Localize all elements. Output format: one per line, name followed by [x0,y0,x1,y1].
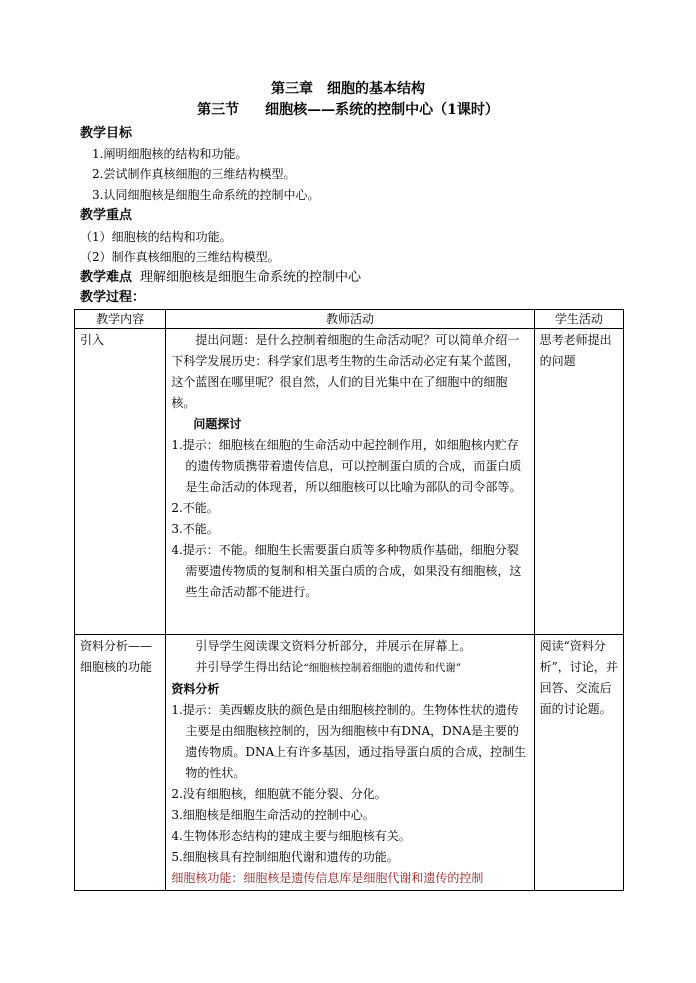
row1-content: 引入 [75,329,166,635]
row1-item-2: 2.不能。 [171,501,219,515]
row1-item-4: 4.提示：不能。细胞生长需要蛋白质等多种物质作基础，细胞分裂需要遗传物质的复制和相关蛋白质的合成，如果没有细胞核，这些生命活动都不能进行。 [171,543,522,599]
section-title-line [0,101,696,119]
row2-item-3: 3.细胞核是细胞生命活动的控制中心。 [171,808,375,822]
chapter-title: 第三章 细胞的基本结构 [271,81,425,97]
section-number: 第三节 [197,102,240,118]
row1-intro-text: 提出问题：是什么控制着细胞的生命活动呢？可以简单介绍一下科学发展历史：科学家们思考生物的生命活动必定有某个蓝图，这个蓝图在哪里呢？很自然，人们的目光集中在了细胞中的细胞核。 [171,333,520,410]
difficulty-heading: 教学难点 [80,270,133,285]
goal-item-3: 3.认同细胞核是细胞生命系统的控制中心。 [92,188,320,202]
row1-item-3: 3.不能。 [171,522,219,536]
header-content: 教学内容 [75,310,166,329]
row2-student: 阅读“资料分析”，讨论，并回答、交流后面的讨论题。 [534,635,623,891]
keypoints-heading: 教学重点 [80,208,133,223]
lesson-table [74,309,624,891]
keypoint-item-1: （1）细胞核的结构和功能。 [80,230,232,244]
row2-item-2: 2.没有细胞核，细胞就不能分裂、分化。 [171,787,387,801]
row2-item-5: 5.细胞核具有控制细胞代谢和遗传的功能。 [171,850,399,864]
process-heading: 教学过程： [80,290,146,305]
keypoint-item-2: （2）制作真核细胞的三维结构模型。 [80,250,280,264]
header-teacher: 教师活动 [166,310,534,329]
row2-line1: 引导学生阅读课文资料分析部分，并展示在屏幕上。 [195,639,472,653]
row2-line2 [171,657,528,679]
goal-item-2: 2.尝试制作真核细胞的三维结构模型。 [92,167,296,181]
section-title: 细胞核——系统的控制中心（1课时） [265,102,499,118]
row2-subheading: 资料分析 [171,682,220,696]
goal-item-1: 1.阐明细胞核的结构和功能。 [92,147,248,161]
row2-function-note: 细胞核功能：细胞核是遗传信息库是细胞代谢和遗传的控制 [171,871,484,885]
row2-item-4: 4.生物体形态结构的建成主要与细胞核有关。 [171,829,411,843]
difficulty-text: 理解细胞核是细胞生命系统的控制中心 [140,270,362,285]
table-row-intro [75,329,624,635]
row1-subheading: 问题探讨 [193,417,242,431]
row1-student: 思考老师提出的问题 [534,329,623,635]
row2-content: 资料分析——细胞核的功能 [75,635,166,891]
table-row-analysis [75,635,624,891]
goals-heading: 教学目标 [80,126,133,141]
table-header-row [75,310,624,329]
row2-item-1: 1.提示：美西螈皮肤的颜色是由细胞核控制的。生物体性状的遗传主要是由细胞核控制的，因为细胞核中有DNA，DNA是主要的遗传物质。DNA上有许多基因，通过指导蛋白质的合成，控制生物的性状。 [171,703,527,780]
row1-item-1: 1.提示：细胞核在细胞的生命活动中起控制作用，如细胞核内贮存的遗传物质携带着遗传信息，可以控制蛋白质的合成，而蛋白质是生命活动的体现者，所以细胞核可以比喻为部队的司令部等。 [171,438,522,494]
row2-teacher [166,635,534,891]
difficulty-line [80,269,361,287]
header-student: 学生活动 [534,310,623,329]
row2-line2-quote: “细胞核控制着细胞的遗传和代谢” [303,662,462,674]
row2-line2-text: 并引导学生得出结论 [195,660,304,674]
row1-teacher [166,329,534,635]
